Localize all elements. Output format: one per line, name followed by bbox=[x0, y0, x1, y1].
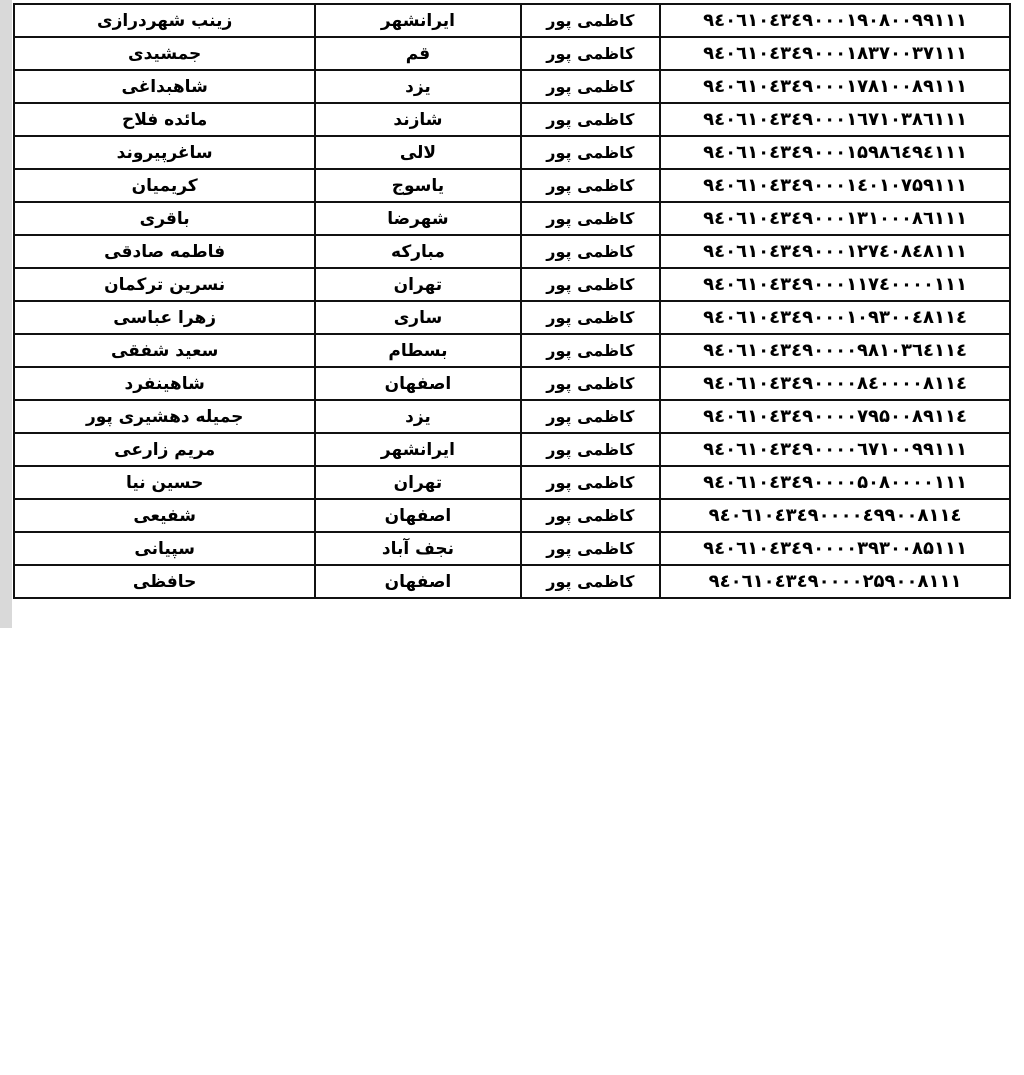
table-row bbox=[14, 433, 1010, 466]
city-cell: ایرانشهر bbox=[315, 4, 520, 37]
code-text: ۹٤۰٦۱۰٤۳٤۹۰۰۰۰۷۹۵۰۰۸۹۱۱٤ bbox=[703, 406, 967, 427]
city-cell: لالی bbox=[315, 136, 520, 169]
table-row bbox=[14, 103, 1010, 136]
code-cell bbox=[660, 400, 1010, 433]
code-cell bbox=[660, 202, 1010, 235]
name-cell: سپیانی bbox=[14, 532, 315, 565]
code-text: ۹٤۰٦۱۰٤۳٤۹۰۰۰۰۳۹۳۰۰۸۵۱۱۱ bbox=[703, 538, 967, 559]
code-cell bbox=[660, 565, 1010, 598]
name-cell: فاطمه صادقی bbox=[14, 235, 315, 268]
table-row bbox=[14, 268, 1010, 301]
name-cell: زینب شهردرازی bbox=[14, 4, 315, 37]
city-cell: ساری bbox=[315, 301, 520, 334]
name-cell: شفیعی bbox=[14, 499, 315, 532]
city-cell: یزد bbox=[315, 70, 520, 103]
code-cell bbox=[660, 136, 1010, 169]
last-name-cell: کاظمی پور bbox=[521, 169, 661, 202]
table-row bbox=[14, 169, 1010, 202]
code-cell bbox=[660, 103, 1010, 136]
code-text: ۹٤۰٦۱۰٤۳٤۹۰۰۰۰۸٤۰۰۰۰۸۱۱٤ bbox=[703, 373, 967, 394]
code-cell bbox=[660, 70, 1010, 103]
code-cell bbox=[660, 37, 1010, 70]
name-cell: حافظی bbox=[14, 565, 315, 598]
code-cell bbox=[660, 268, 1010, 301]
name-cell: زهرا عباسی bbox=[14, 301, 315, 334]
table-row bbox=[14, 367, 1010, 400]
name-cell: مریم زارعی bbox=[14, 433, 315, 466]
code-text: ۹٤۰٦۱۰٤۳٤۹۰۰۰۰٤۹۹۰۰۸۱۱٤ bbox=[708, 505, 962, 526]
code-text: ۹٤۰٦۱۰٤۳٤۹۰۰۰۰۹۸۱۰۳٦٤۱۱٤ bbox=[703, 340, 967, 361]
last-name-cell: کاظمی پور bbox=[521, 301, 661, 334]
table-row bbox=[14, 4, 1010, 37]
last-name-cell: کاظمی پور bbox=[521, 367, 661, 400]
code-text: ۹٤۰٦۱۰٤۳٤۹۰۰۰۱۰۹۳۰۰٤۸۱۱٤ bbox=[703, 307, 967, 328]
code-text: ۹٤۰٦۱۰٤۳٤۹۰۰۰۰٦۷۱۰۰۹۹۱۱۱ bbox=[703, 439, 967, 460]
last-name-cell: کاظمی پور bbox=[521, 235, 661, 268]
table-row bbox=[14, 136, 1010, 169]
table-row bbox=[14, 334, 1010, 367]
code-cell bbox=[660, 4, 1010, 37]
city-cell: تهران bbox=[315, 466, 520, 499]
city-cell: بسطام bbox=[315, 334, 520, 367]
records-table-body bbox=[14, 4, 1010, 598]
last-name-cell: کاظمی پور bbox=[521, 400, 661, 433]
code-text: ۹٤۰٦۱۰٤۳٤۹۰۰۰۰۲۵۹۰۰۸۱۱۱ bbox=[708, 571, 962, 592]
code-cell bbox=[660, 334, 1010, 367]
code-text: ۹٤۰٦۱۰٤۳٤۹۰۰۰۱۸۳۷۰۰۳۷۱۱۱ bbox=[703, 43, 967, 64]
name-cell: ساغرپیروند bbox=[14, 136, 315, 169]
last-name-cell: کاظمی پور bbox=[521, 268, 661, 301]
last-name-cell: کاظمی پور bbox=[521, 499, 661, 532]
city-cell: مبارکه bbox=[315, 235, 520, 268]
table-row bbox=[14, 235, 1010, 268]
last-name-cell: کاظمی پور bbox=[521, 334, 661, 367]
code-cell bbox=[660, 532, 1010, 565]
name-cell: سعید شفقی bbox=[14, 334, 315, 367]
name-cell: باقری bbox=[14, 202, 315, 235]
code-text: ۹٤۰٦۱۰٤۳٤۹۰۰۰۱٦۷۱۰۳۸٦۱۱۱ bbox=[703, 109, 967, 130]
table-row bbox=[14, 202, 1010, 235]
city-cell: اصفهان bbox=[315, 565, 520, 598]
city-cell: یاسوج bbox=[315, 169, 520, 202]
code-text: ۹٤۰٦۱۰٤۳٤۹۰۰۰۰۵۰۸۰۰۰۰۱۱۱ bbox=[703, 472, 967, 493]
name-cell: حسین نیا bbox=[14, 466, 315, 499]
table-row bbox=[14, 565, 1010, 598]
code-text: ۹٤۰٦۱۰٤۳٤۹۰۰۰۱۷۸۱۰۰۸۹۱۱۱ bbox=[703, 76, 967, 97]
code-text: ۹٤۰٦۱۰٤۳٤۹۰۰۰۱۹۰۸۰۰۹۹۱۱۱ bbox=[703, 10, 967, 31]
table-row bbox=[14, 532, 1010, 565]
last-name-cell: کاظمی پور bbox=[521, 103, 661, 136]
last-name-cell: کاظمی پور bbox=[521, 466, 661, 499]
code-text: ۹٤۰٦۱۰٤۳٤۹۰۰۰۱۱۷٤۰۰۰۰۱۱۱ bbox=[703, 274, 967, 295]
last-name-cell: کاظمی پور bbox=[521, 4, 661, 37]
name-cell: شاهبداغی bbox=[14, 70, 315, 103]
code-text: ۹٤۰٦۱۰٤۳٤۹۰۰۰۱٤۰۱۰۷۵۹۱۱۱ bbox=[703, 175, 967, 196]
table-row bbox=[14, 70, 1010, 103]
city-cell: یزد bbox=[315, 400, 520, 433]
code-cell bbox=[660, 301, 1010, 334]
code-cell bbox=[660, 433, 1010, 466]
city-cell: شهرضا bbox=[315, 202, 520, 235]
last-name-cell: کاظمی پور bbox=[521, 433, 661, 466]
name-cell: شاهینفرد bbox=[14, 367, 315, 400]
code-cell bbox=[660, 367, 1010, 400]
code-text: ۹٤۰٦۱۰٤۳٤۹۰۰۰۱۳۱۰۰۰۸٦۱۱۱ bbox=[703, 208, 967, 229]
table-row bbox=[14, 301, 1010, 334]
city-cell: ایرانشهر bbox=[315, 433, 520, 466]
code-text: ۹٤۰٦۱۰٤۳٤۹۰۰۰۱۵۹۸٦٤۹٤۱۱۱ bbox=[703, 142, 967, 163]
city-cell: شازند bbox=[315, 103, 520, 136]
last-name-cell: کاظمی پور bbox=[521, 37, 661, 70]
code-cell bbox=[660, 235, 1010, 268]
scan-edge-strip bbox=[0, 0, 12, 628]
table-row bbox=[14, 400, 1010, 433]
last-name-cell: کاظمی پور bbox=[521, 532, 661, 565]
last-name-cell: کاظمی پور bbox=[521, 70, 661, 103]
code-cell bbox=[660, 499, 1010, 532]
name-cell: کریمیان bbox=[14, 169, 315, 202]
table-row bbox=[14, 37, 1010, 70]
city-cell: نجف آباد bbox=[315, 532, 520, 565]
city-cell: قم bbox=[315, 37, 520, 70]
code-cell bbox=[660, 169, 1010, 202]
city-cell: اصفهان bbox=[315, 499, 520, 532]
table-row bbox=[14, 466, 1010, 499]
city-cell: اصفهان bbox=[315, 367, 520, 400]
table-row bbox=[14, 499, 1010, 532]
last-name-cell: کاظمی پور bbox=[521, 202, 661, 235]
last-name-cell: کاظمی پور bbox=[521, 136, 661, 169]
name-cell: جمیله دهشیری پور bbox=[14, 400, 315, 433]
code-text: ۹٤۰٦۱۰٤۳٤۹۰۰۰۱۲۷٤۰۸٤۸۱۱۱ bbox=[703, 241, 967, 262]
code-cell bbox=[660, 466, 1010, 499]
city-cell: تهران bbox=[315, 268, 520, 301]
name-cell: جمشیدی bbox=[14, 37, 315, 70]
records-table bbox=[13, 3, 1011, 599]
name-cell: نسرین ترکمان bbox=[14, 268, 315, 301]
name-cell: مائده فلاح bbox=[14, 103, 315, 136]
last-name-cell: کاظمی پور bbox=[521, 565, 661, 598]
